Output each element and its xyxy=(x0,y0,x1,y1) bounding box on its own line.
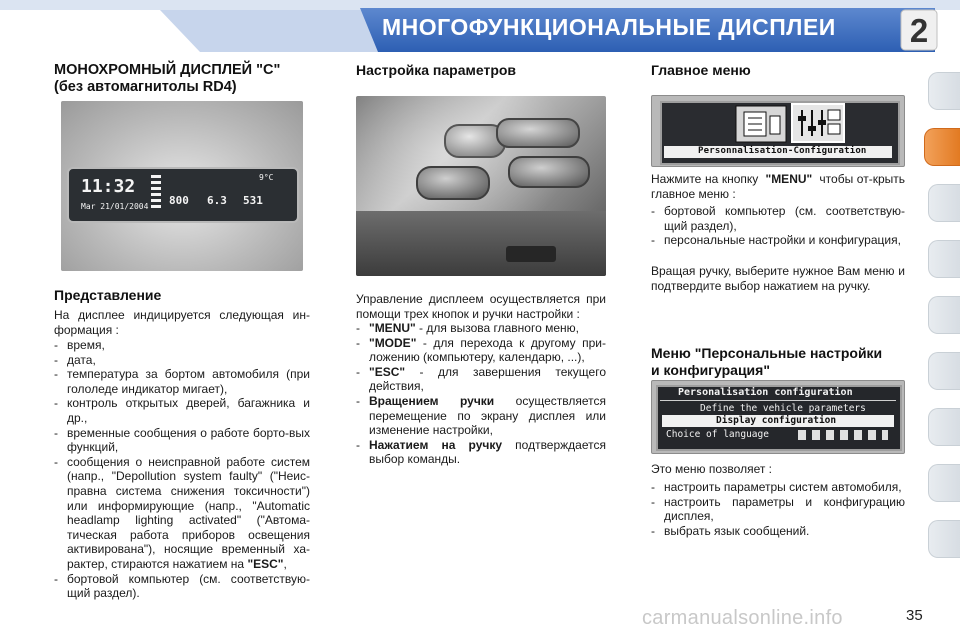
button-icon xyxy=(416,166,490,200)
middle-intro: Управление дисплеем осуществляется при помощи трех кнопок и ручки настройки : xyxy=(356,292,606,321)
lcd-bar-icon xyxy=(151,175,161,211)
controls-photo xyxy=(356,96,606,276)
list-item: - "MODE" - для перехода к другому при-ложению (компьютеру, календарю, ...), xyxy=(356,335,606,365)
lcd-date: Mar 21/01/2004 xyxy=(81,202,149,211)
list-item: - бортовой компьютер (см. соответствую-щий раздел). xyxy=(54,571,310,601)
computer-menu-icon xyxy=(734,104,788,144)
lcd-value-2: 6.3 xyxy=(207,194,227,207)
section-presentation: Представление xyxy=(54,287,162,303)
right-list-1 xyxy=(651,204,905,248)
esc-label: "ESC" xyxy=(247,556,284,571)
main-menu-bar-label: Personnalisation-Configuration xyxy=(698,146,867,156)
list-item: - время, xyxy=(54,338,105,352)
language-flags-icon xyxy=(798,430,888,440)
chapter-tab[interactable] xyxy=(928,520,960,558)
menu-option-language[interactable]: Choice of language xyxy=(666,429,769,440)
list-item: - временные сообщения о работе борто-вых функций, xyxy=(54,425,310,455)
mono-display-photo xyxy=(61,101,303,271)
lcd-time: 11:32 xyxy=(81,176,136,197)
left-intro: На дисплее индицируется следующая ин-формация : xyxy=(54,308,310,337)
menu-option-display[interactable]: Display configuration xyxy=(716,415,837,426)
personalisation-screen xyxy=(651,380,905,454)
menu-label: "MENU" xyxy=(765,172,813,186)
list-item: - настроить параметры и конфигурацию дисплея, xyxy=(651,494,905,524)
main-menu-screen xyxy=(651,95,905,167)
chapter-tab[interactable] xyxy=(928,296,960,334)
section-settings: Настройка параметров xyxy=(356,62,517,78)
chapter-tab[interactable] xyxy=(928,352,960,390)
middle-list xyxy=(356,321,606,467)
lcd-value-1: 800 xyxy=(169,194,189,207)
section2-title-line2: и конфигурация" xyxy=(651,362,770,378)
settings-menu-icon xyxy=(790,102,846,144)
button-icon xyxy=(496,118,580,148)
left-heading-line2: (без автомагнитолы RD4) xyxy=(54,79,237,95)
list-item: - настроить параметры систем автомобиля, xyxy=(651,480,902,494)
list-item: - Вращением ручки осуществляется перемещение по экрану дисплея или изменение настройки, xyxy=(356,393,607,438)
lcd-screen xyxy=(67,167,299,223)
right-para3: Это меню позволяет : xyxy=(651,462,773,476)
list-item: - "MENU" - для вызова главного меню, xyxy=(356,321,579,335)
chapter-tab[interactable] xyxy=(928,184,960,222)
right-para1: Нажмите на кнопку "MENU" чтобы от-крыть главное меню : xyxy=(651,172,906,201)
chapter-tabs xyxy=(928,58,960,588)
menu-option-vehicle[interactable]: Define the vehicle parameters xyxy=(700,403,866,414)
list-item: - сообщения о неисправной работе систем (напр., "Depollution system faulty" ("Неис-правна система снижения токсичности") или информирующие (напр., "Automatic headlamp lighting activated" ("Автома-тическая работа приборов освещения активирована"), носящие временный ха-рактер, стираются нажатием на "ESC", xyxy=(54,454,310,571)
screen-title: Personalisation configuration xyxy=(678,387,853,398)
lcd-value-3: 531 xyxy=(243,194,263,207)
list-item: - выбрать язык сообщений. xyxy=(651,523,810,538)
watermark: carmanualsonline.info xyxy=(642,607,843,629)
lcd-temperature: 9°C xyxy=(259,173,274,182)
section-personalisation xyxy=(651,345,911,379)
chapter-tab[interactable] xyxy=(928,464,960,502)
chapter-tab[interactable] xyxy=(928,72,960,110)
chapter-tab-active[interactable] xyxy=(924,128,960,166)
list-item: - Нажатием на ручку подтверждается выбор команды. xyxy=(356,437,606,467)
right-para2: Вращая ручку, выберите нужное Вам меню и подтвердите выбор нажатием на ручку. xyxy=(651,264,905,293)
chapter-tab[interactable] xyxy=(928,408,960,446)
page-header xyxy=(0,0,960,58)
section2-title-line1: Меню "Персональные настройки xyxy=(651,345,883,361)
right-list-3 xyxy=(651,480,905,538)
list-item: - температура за бортом автомобиля (при гололеде индикатор мигает), xyxy=(54,367,310,396)
chapter-tab[interactable] xyxy=(928,240,960,278)
left-heading-line1: МОНОХРОМНЫЙ ДИСПЛЕЙ "C" xyxy=(54,62,281,78)
list-item: - персональные настройки и конфигурация, xyxy=(651,233,901,248)
button-icon xyxy=(508,156,590,188)
page-number: 35 xyxy=(906,607,923,624)
list-item: - дата, xyxy=(54,352,96,367)
chapter-number: 2 xyxy=(909,12,929,49)
list-item: - "ESC" - для завершения текущего действия, xyxy=(356,364,606,394)
section-main-menu: Главное меню xyxy=(651,62,751,78)
left-heading xyxy=(54,62,314,96)
page-title: МНОГОФУНКЦИОНАЛЬНЫЕ ДИСПЛЕИ xyxy=(382,14,836,40)
list-item: - контроль открытых дверей, багажника и др., xyxy=(54,396,310,425)
list-item: - бортовой компьютер (см. соответствую-щий раздел), xyxy=(651,204,905,233)
left-list xyxy=(54,338,310,601)
